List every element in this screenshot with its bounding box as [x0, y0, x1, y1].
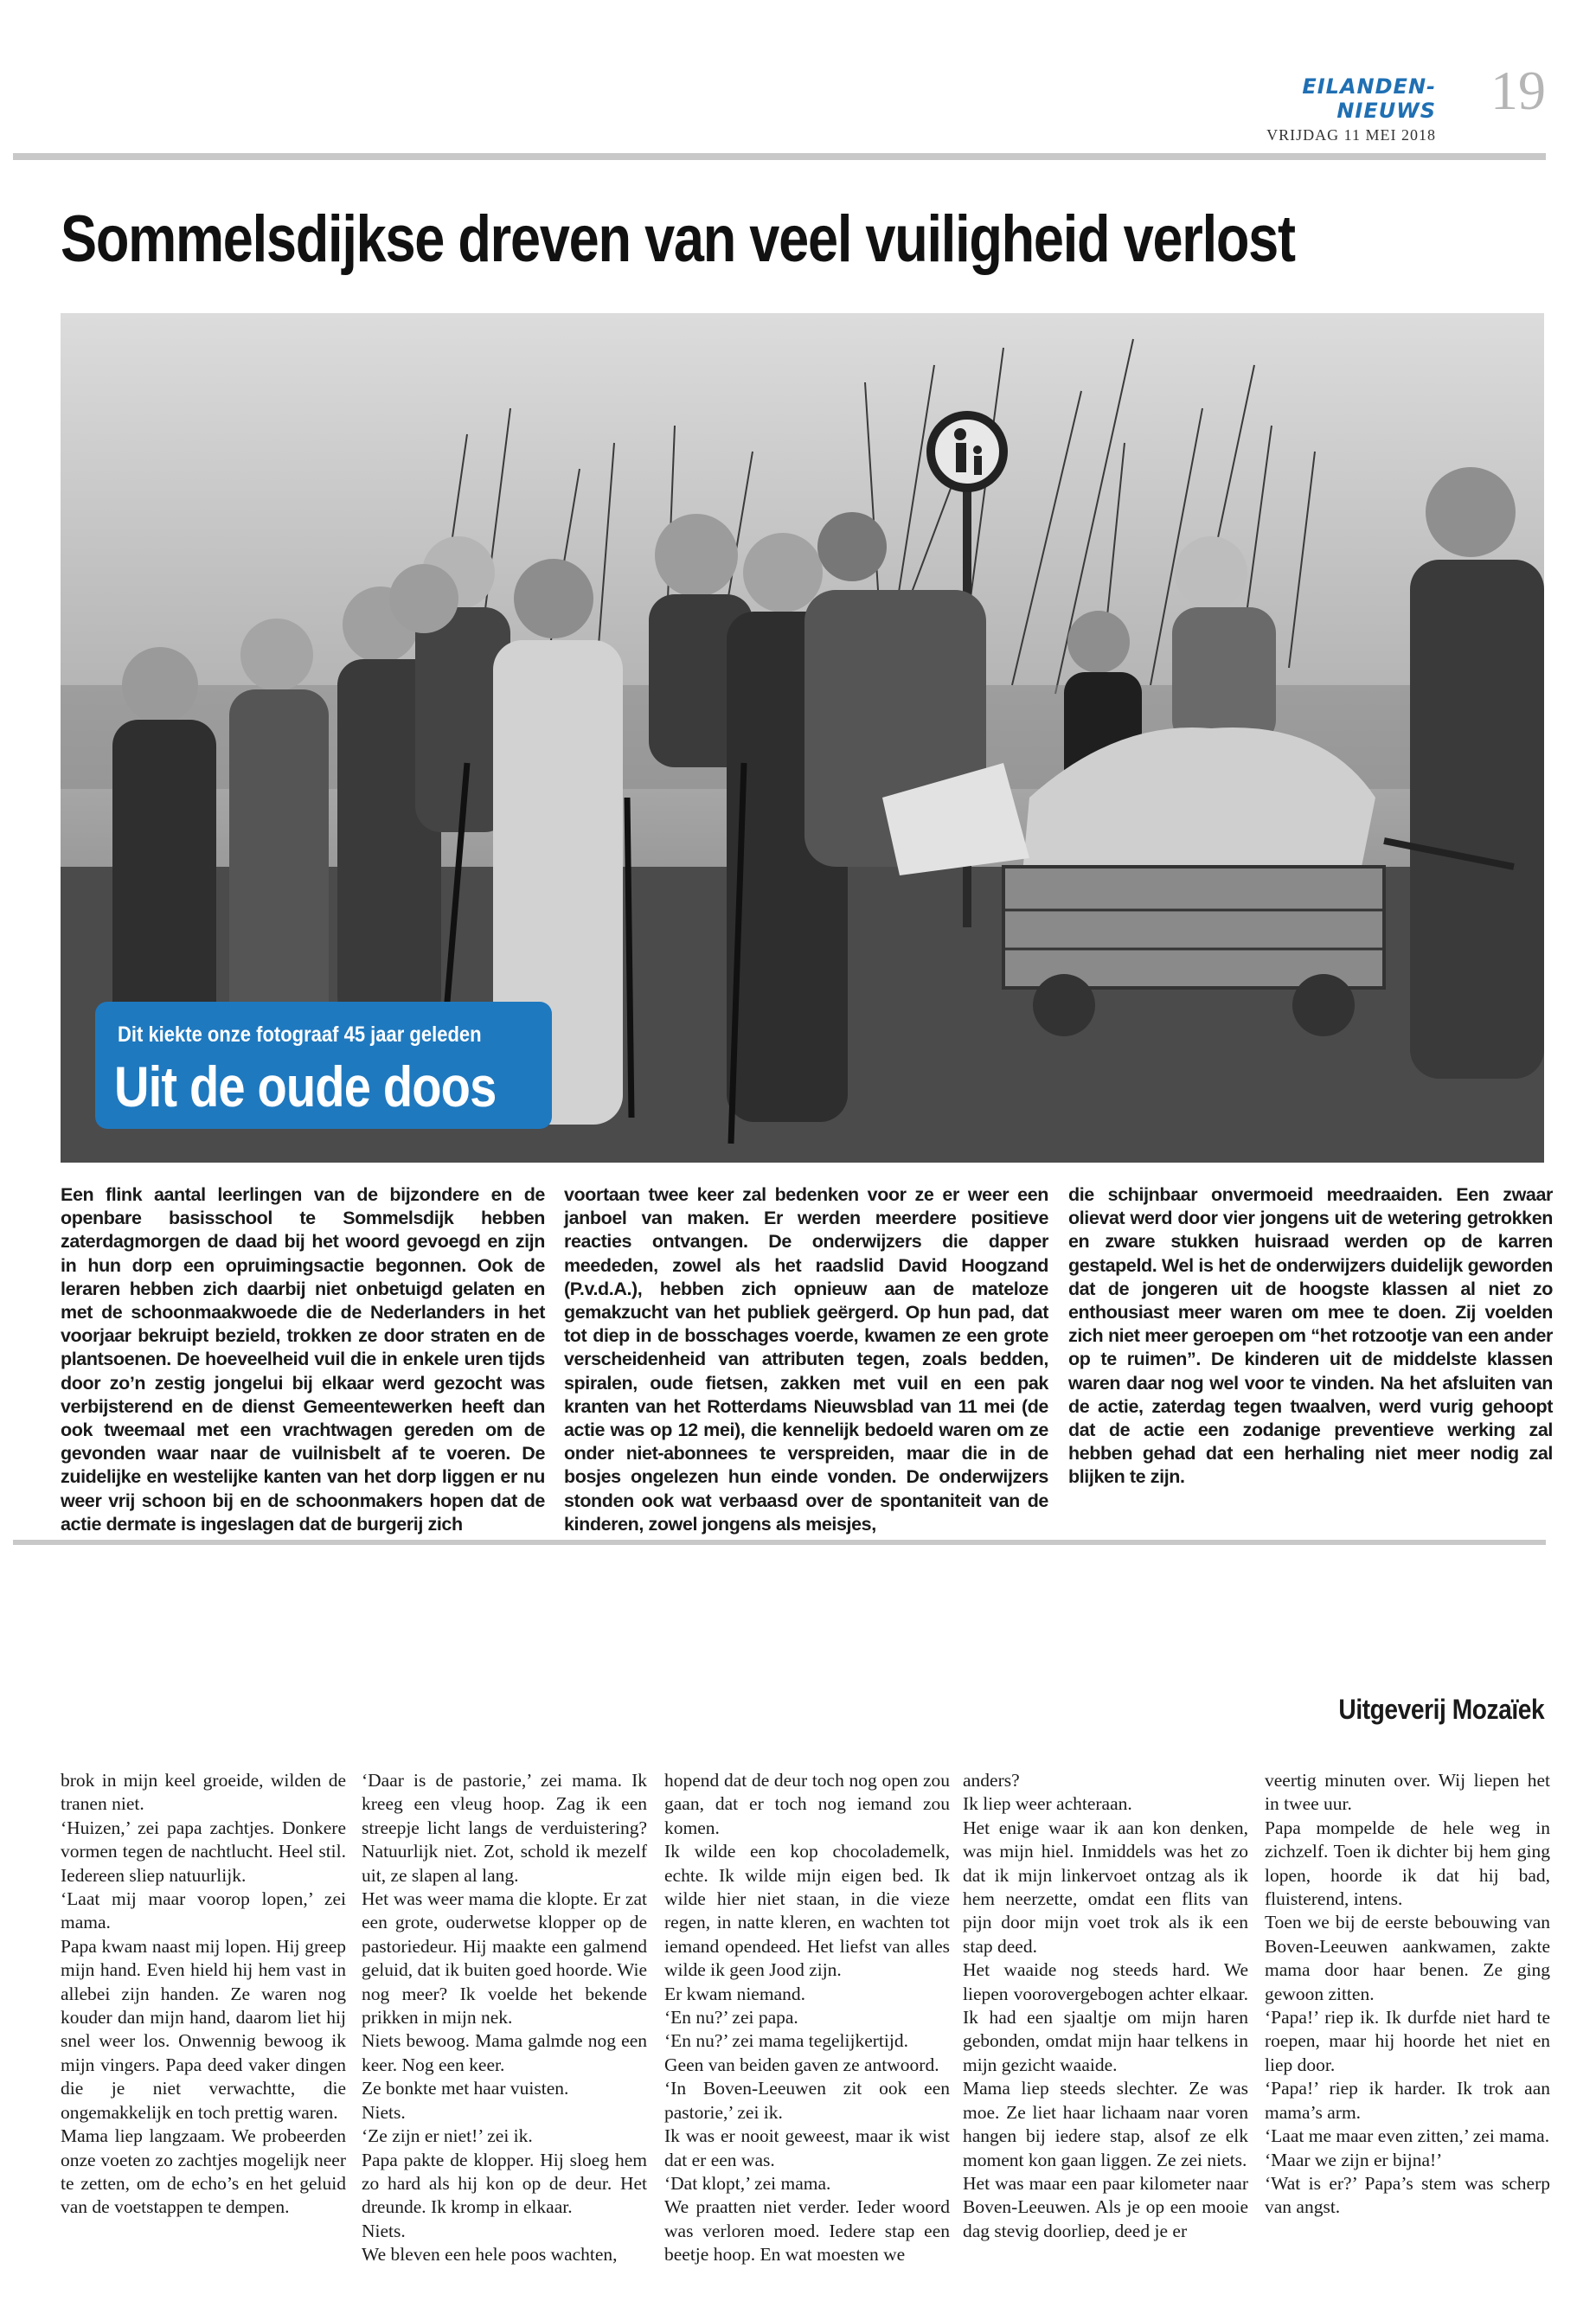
story-paragraph: ‘Maar we zijn er bijna!’: [1265, 2149, 1443, 2170]
story-paragraph: ‘Papa!’ riep ik harder. Ik trok aan mama’s arm.: [1265, 2078, 1550, 2123]
story-paragraph: Papa kwam naast mij lopen. Hij greep mijn hand. Even hield hij hem vast in allebei zijn handen. Ze waren nog kouder dan mijn hand, daarom liet hij snel weer los. Onwennig bewoog ik mijn vingers. Papa deed vaker dingen die je niet verwachtte, die ongemakkelijk en toch prettig waren.: [61, 1935, 346, 2123]
article-column-1: Een flink aantal leerlingen van de bijzondere en de openbare basisschool te Sommelsdijk hebben zaterdagmorgen de daad bij het woord gevoegd en zijn in hun dorp een opruimingsactie begonnen. Ook de leraren hebben zich daarbij niet onbetuigd gelaten en met de schoonmaakwoede die de Nederlanders in het voorjaar bekruipt bezield, trokken ze door straten en de plantsoenen. De hoeveelheid vuil die in enkele uren tijds door zo’n zestig jongelui bij elkaar werd gezocht was verbijsterend en de dienst Gemeentewerken heeft dan ook tweemaal met een vrachtwagen gereden om de gevonden waar naar de vuilnisbelt af te voeren. De zuidelijke en westelijke kanten van het dorp liggen er nu weer vrij schoon bij en de schoonmakers hopen dat de actie dermate is ingeslagen dat de burgerij zich: [61, 1184, 545, 1535]
article-column-3: die schijnbaar onvermoeid meedraaiden. Een zwaar olievat werd door vier jongens uit de wetering getrokken en zware stukken huisraad werden op de karren gestapeld. Wel is het de onderwijzers duidelijk geworden dat de jongeren uit de hoogste klassen al niet zo enthousiast meer waren om mee te doen. Zij voelden zich niet meer geroepen om “het rotzootje van een ander op te ruimen”. De kinderen uit de middelste klassen waren daar nog wel voor te vinden. Na het afsluiten van de actie, zaterdag tegen twaalven, werd vurig gehoopt dat de actie een zodanige preventieve werking zal hebben gehad dat een herhaling niet meer nodig zal blijken te zijn.: [1068, 1184, 1553, 1488]
story-paragraph: Niets.: [362, 2220, 406, 2241]
story-paragraph: ‘Wat is er?’ Papa’s stem was scherp van angst.: [1265, 2172, 1550, 2218]
story-paragraph: ‘In Boven-Leeuwen zit ook een pastorie,’ zei ik.: [664, 2078, 950, 2123]
story-paragraph: Niets bewoog. Mama galmde nog een keer. Nog een keer.: [362, 2030, 647, 2075]
photo-label-box: [95, 1002, 552, 1129]
story-paragraph: anders?: [963, 1770, 1020, 1791]
story-paragraph: ‘Dat klopt,’ zei mama.: [664, 2172, 831, 2194]
story-paragraph: veertig minuten over. Wij liepen het in twee uur.: [1265, 1770, 1550, 1815]
story-paragraph: Ik liep weer achteraan.: [963, 1793, 1132, 1815]
story-paragraph: Toen we bij de eerste bebouwing van Boven-Leeuwen aankwamen, zakte mama door haar benen. Ze ging gewoon zitten.: [1265, 1912, 1550, 2004]
story-column-2: [362, 1769, 647, 2267]
story-paragraph: Het waaide nog steeds hard. We liepen voorovergebogen achter elkaar. Ik had een sjaaltje om mijn haren gebonden, omdat mijn haar telkens in mijn gezicht waaide.: [963, 1959, 1248, 2075]
story-paragraph: Papa pakte de klopper. Hij sloeg hem zo hard als hij kon op de deur. Het dreunde. Ik kromp in elkaar.: [362, 2149, 647, 2218]
story-column-5: [1265, 1769, 1550, 2220]
issue-date: VRIJDAG 11 MEI 2018: [1266, 126, 1436, 144]
story-paragraph: Ik was er nooit geweest, maar ik wist dat er een was.: [664, 2125, 950, 2170]
top-divider: [13, 153, 1546, 160]
story-paragraph: Mama liep steeds slechter. Ze was moe. Ze liet haar lichaam naar voren hangen bij iedere stap, alsof ze elk moment kon gaan liggen. Ze zei niets.: [963, 2078, 1248, 2170]
story-paragraph: Mama liep langzaam. We probeerden onze voeten zo zachtjes mogelijk neer te zetten, om de echo’s en het geluid van de voetstappen te dempen.: [61, 2125, 346, 2218]
story-paragraph: ‘Huizen,’ zei papa zachtjes. Donkere vormen tegen de nachtlucht. Heel stil. Iedereen sliep natuurlijk.: [61, 1817, 346, 1886]
story-paragraph: ‘Ze zijn er niet!’ zei ik.: [362, 2125, 533, 2147]
story-paragraph: ‘Papa!’ riep ik. Ik durfde niet hard te roepen, maar hij hoorde het niet en liep door.: [1265, 2007, 1550, 2075]
story-paragraph: Het was weer mama die klopte. Er zat een grote, ouderwetse klopper op de pastoriedeur. Hij maakte een galmend geluid, dat ik buiten goed hoorde. Wie nog meer? Ik voelde het bekende prikken in mijn nek.: [362, 1888, 647, 2029]
story-paragraph: Het was maar een paar kilometer naar Boven-Leeuwen. Als je op een mooie dag stevig doorliep, deed je er: [963, 2172, 1248, 2241]
photo-label-kicker: Dit kiekte onze fotograaf 45 jaar geleden: [118, 1022, 482, 1047]
story-paragraph: ‘Laat mij maar voorop lopen,’ zei mama.: [61, 1888, 346, 1933]
story-paragraph: ‘Laat me maar even zitten,’ zei mama.: [1265, 2125, 1550, 2147]
story-paragraph: Het enige waar ik aan kon denken, was mijn hiel. Inmiddels was het zo dat ik mijn linkervoet ontzag als ik hem neerzette, omdat een flits van pijn door mijn voet trok als ik een stap deed.: [963, 1817, 1248, 1957]
story-paragraph: brok in mijn keel groeide, wilden de tranen niet.: [61, 1770, 346, 1815]
story-paragraph: ‘En nu?’ zei papa.: [664, 2007, 798, 2029]
story-paragraph: Papa mompelde de hele weg in zichzelf. Toen ik dichter bij hem ging lopen, hoorde ik dat hij bad, fluisterend, intens.: [1265, 1817, 1550, 1910]
story-column-1: [61, 1769, 346, 2220]
section-divider: [13, 1540, 1546, 1545]
publisher-credit: Uitgeverij Mozaïek: [1338, 1694, 1544, 1725]
story-paragraph: Niets.: [362, 2101, 406, 2123]
story-paragraph: We bleven een hele poos wachten,: [362, 2244, 618, 2266]
story-paragraph: Ze bonkte met haar vuisten.: [362, 2078, 569, 2099]
masthead: [1246, 74, 1436, 144]
story-paragraph: ‘En nu?’ zei mama tegelijkertijd.: [664, 2030, 908, 2052]
newspaper-name: EILANDEN-NIEUWS: [1302, 74, 1436, 123]
article-headline: Sommelsdijkse dreven van veel vuiligheid verlost: [61, 202, 1295, 276]
page-number: 19: [1490, 60, 1546, 121]
story-paragraph: We praatten niet verder. Ieder woord was verloren moed. Iedere stap een beetje hoop. En wat moesten we: [664, 2196, 950, 2266]
photo-label-title: Uit de oude doos: [114, 1054, 497, 1118]
story-paragraph: hopend dat de deur toch nog open zou gaan, dat er toch nog iemand zou komen.: [664, 1770, 950, 1838]
story-column-3: [664, 1769, 950, 2267]
story-column-4: [963, 1769, 1248, 2243]
story-paragraph: Geen van beiden gaven ze antwoord.: [664, 2054, 939, 2075]
story-paragraph: ‘Daar is de pastorie,’ zei mama. Ik kreeg een vleug hoop. Zag ik een streepje licht langs de verduistering? Natuurlijk niet. Zot, schold ik mezelf uit, ze slapen al lang.: [362, 1770, 647, 1886]
story-paragraph: Ik wilde een kop chocolademelk, echte. Ik wilde mijn eigen bed. Ik wilde hier niet staan, in die vieze regen, in natte kleren, en wachten tot iemand opendeed. Het liefst van alles wilde ik geen Jood zijn.: [664, 1841, 950, 1981]
story-paragraph: Er kwam niemand.: [664, 1983, 805, 2004]
article-column-2: voortaan twee keer zal bedenken voor ze er weer een janboel van maken. Er werden meerdere positieve reacties ontvangen. De onderwijzers die dapper meededen, zowel als het raadslid David Hoogzand (P.v.d.A.), hebben zich opnieuw aan de mateloze gemakzucht van het publiek geërgerd. Op hun pad, dat tot diep in de bosschages voerde, kwamen ze een grote verscheidenheid van attributen tegen, zoals bedden, spiralen, oude fietsen, zakken met vuil en een pak kranten van het Rotterdams Nieuwsblad van 11 mei (de actie was op 12 mei), die kennelijk bedoeld waren om ze onder niet-abonnees te verspreiden, maar die in de bosjes ongelezen hun einde vonden. De onderwijzers stonden ook wat verbaasd over de spontaniteit van de kinderen, zowel jongens als meisjes,: [564, 1184, 1048, 1535]
